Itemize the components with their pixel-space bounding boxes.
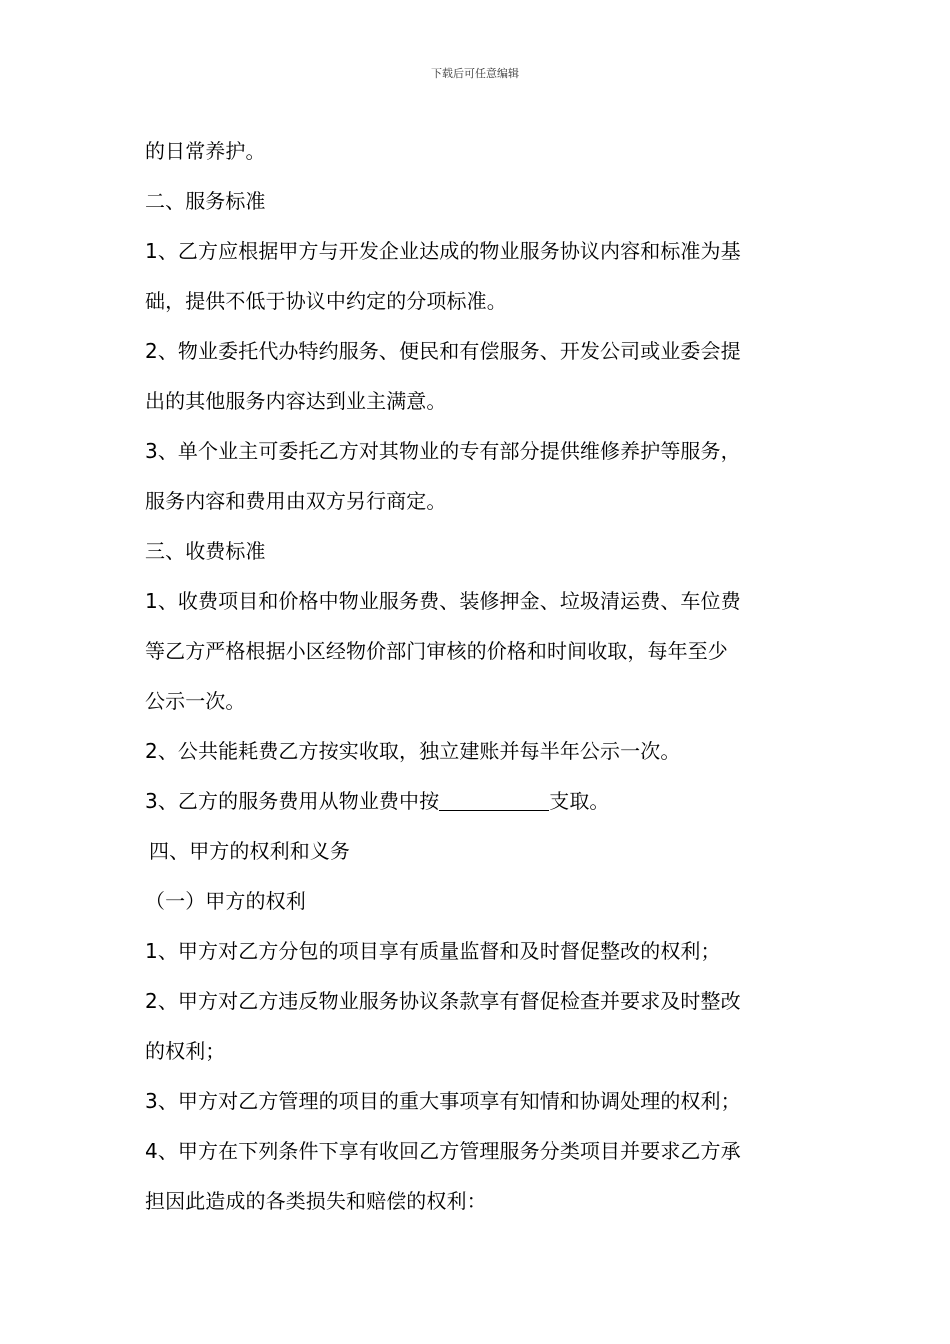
paragraph-line: 4、甲方在下列条件下享有收回乙方管理服务分类项目并要求乙方承 xyxy=(145,1139,741,1163)
paragraph-line: 1、甲方对乙方分包的项目享有质量监督和及时督促整改的权利； xyxy=(145,939,721,963)
fee-line-after: 支取。 xyxy=(549,789,610,813)
document-body xyxy=(145,126,815,1226)
paragraph-line: 公示一次。 xyxy=(145,689,246,713)
fill-in-blank xyxy=(439,790,549,811)
paragraph-line: 服务内容和费用由双方另行商定。 xyxy=(145,489,447,513)
section-heading: 二、服务标准 xyxy=(145,189,266,213)
paragraph-line: 2、物业委托代办特约服务、便民和有偿服务、开发公司或业委会提 xyxy=(145,339,741,363)
paragraph-line: 3、单个业主可委托乙方对其物业的专有部分提供维修养护等服务， xyxy=(145,439,741,463)
paragraph-line: 1、乙方应根据甲方与开发企业达成的物业服务协议内容和标准为基 xyxy=(145,239,741,263)
page-header: 下载后可任意编辑 xyxy=(431,67,519,80)
section-heading: 三、收费标准 xyxy=(145,539,266,563)
paragraph-line: 等乙方严格根据小区经物价部门审核的价格和时间收取，每年至少 xyxy=(145,639,728,663)
paragraph-line: 3、甲方对乙方管理的项目的重大事项享有知情和协调处理的权利； xyxy=(145,1089,741,1113)
paragraph-line: 2、甲方对乙方违反物业服务协议条款享有督促检查并要求及时整改 xyxy=(145,989,741,1013)
paragraph-line: 2、公共能耗费乙方按实收取，独立建账并每半年公示一次。 xyxy=(145,739,681,763)
paragraph-line: 础，提供不低于协议中约定的分项标准。 xyxy=(145,289,507,313)
paragraph-line: 担因此造成的各类损失和赔偿的权利： xyxy=(145,1189,487,1213)
fee-line xyxy=(145,776,815,826)
paragraph-line: 的权利； xyxy=(145,1039,226,1063)
paragraph-line: 出的其他服务内容达到业主满意。 xyxy=(145,389,447,413)
section-heading: 四、甲方的权利和义务 xyxy=(149,839,350,863)
paragraph-line: 的日常养护。 xyxy=(145,139,266,163)
subsection-heading: （一）甲方的权利 xyxy=(145,889,306,913)
fee-line-before: 3、乙方的服务费用从物业费中按 xyxy=(145,789,440,813)
paragraph-line: 1、收费项目和价格中物业服务费、装修押金、垃圾清运费、车位费 xyxy=(145,589,741,613)
